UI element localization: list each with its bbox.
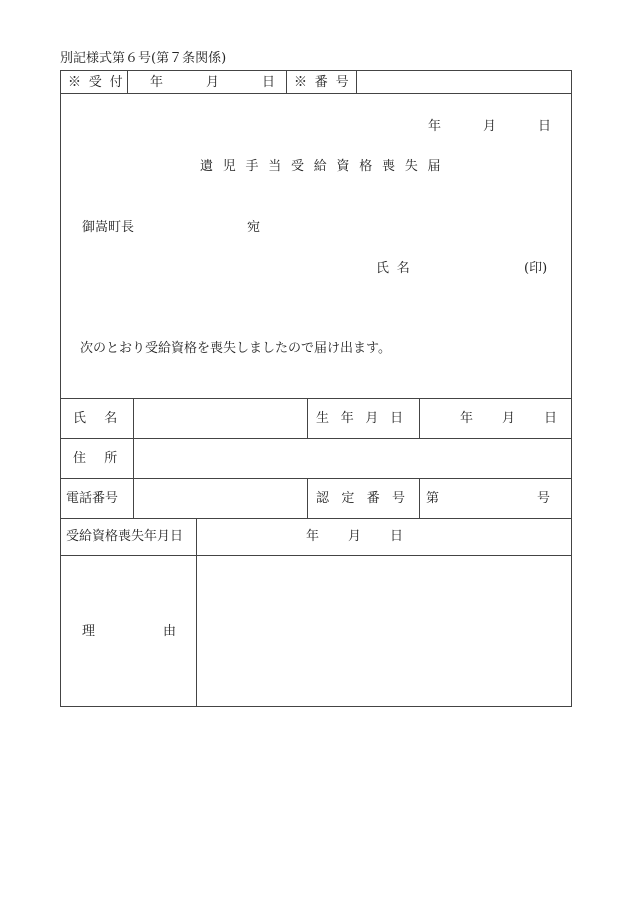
receipt-day-label: 日 — [262, 75, 276, 90]
date-year-label: 年 — [428, 119, 442, 134]
receipt-year-label: 年 — [150, 75, 164, 90]
birth-label-divider — [307, 398, 308, 438]
phone-field[interactable] — [134, 479, 306, 517]
reason-label-first: 理 — [82, 624, 96, 639]
birth-day-label: 日 — [544, 411, 558, 426]
form-title: 遺児手当受給資格喪失届 — [200, 159, 451, 174]
cert-prefix: 第 — [426, 491, 440, 506]
loss-year-label: 年 — [306, 529, 320, 544]
birth-date-label: 生年月日 — [316, 411, 415, 426]
receipt-month-label: 月 — [206, 75, 220, 90]
birth-year-label: 年 — [460, 411, 474, 426]
reason-field[interactable] — [197, 556, 571, 706]
cert-value-divider — [419, 478, 420, 518]
addressee: 御嵩町長 — [82, 220, 135, 235]
reason-label-second: 由 — [163, 624, 177, 639]
birth-date-field[interactable] — [420, 399, 571, 437]
date-month-label: 月 — [483, 119, 497, 134]
applicant-name-field[interactable] — [412, 258, 520, 278]
address-label: 住所 — [73, 451, 136, 466]
cert-suffix: 号 — [537, 491, 551, 506]
addressee-suffix: 宛 — [247, 220, 261, 235]
birth-month-label: 月 — [502, 411, 516, 426]
loss-date-label: 受給資格喪失年月日 — [66, 529, 184, 544]
statement-text: 次のとおり受給資格を喪失しましたので届け出ます。 — [80, 341, 391, 356]
phone-label: 電話番号 — [66, 491, 119, 506]
receipt-label: ※受付 — [68, 75, 131, 90]
cert-label-divider — [307, 478, 308, 518]
receipt-row-divider — [60, 93, 572, 94]
name-field[interactable] — [134, 399, 306, 437]
name-label: 氏名 — [73, 411, 136, 426]
loss-date-field[interactable] — [197, 519, 571, 554]
number-label: ※番号 — [294, 75, 357, 90]
form-number-heading: 別記様式第６号(第７条関係) — [60, 51, 227, 66]
date-day-label: 日 — [538, 119, 552, 134]
cert-number-field[interactable] — [442, 481, 532, 515]
cert-number-label: 認定番号 — [316, 491, 418, 506]
loss-month-label: 月 — [348, 529, 362, 544]
receipt-divider-2 — [286, 70, 287, 93]
loss-day-label: 日 — [390, 529, 404, 544]
address-field[interactable] — [134, 439, 571, 477]
seal-mark: (印) — [524, 261, 548, 276]
applicant-name-label: 氏名 — [376, 261, 418, 276]
number-field[interactable] — [357, 71, 571, 93]
